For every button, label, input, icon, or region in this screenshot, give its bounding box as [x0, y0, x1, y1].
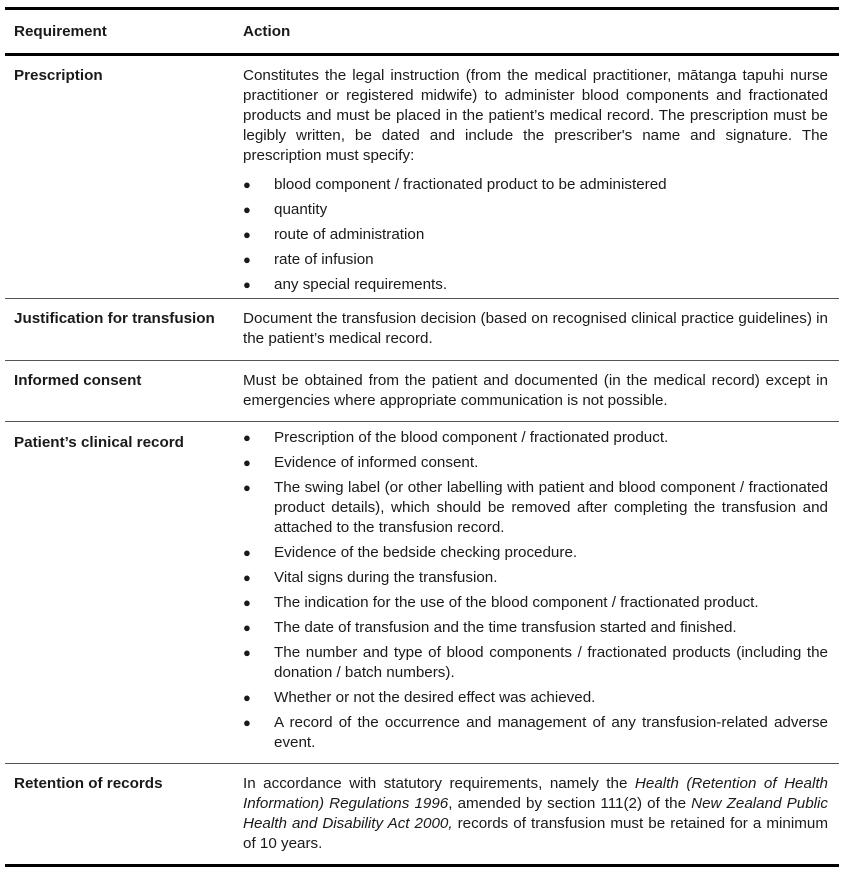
list-item: ● The indication for the use of the blood component / fractionated product.	[243, 594, 759, 611]
list-item: ● The number and type of blood components / fractionated products (including the donation / batch numbers).	[243, 644, 828, 681]
list-item: ● quantity	[243, 201, 328, 218]
requirement-cell: Retention of records	[14, 775, 163, 792]
bullet-icon: ●	[243, 227, 251, 242]
list-item: ● The date of transfusion and the time transfusion started and finished.	[243, 619, 737, 636]
list-item: ● rate of infusion	[243, 251, 374, 268]
action-cell	[234, 55, 839, 299]
bullet-list	[243, 428, 828, 753]
bullet-icon: ●	[243, 430, 251, 445]
bullet-icon: ●	[243, 570, 251, 585]
list-item: ● Evidence of the bedside checking procedure.	[243, 544, 578, 561]
action-text: In accordance with statutory requirements, namely the Health (Retention of Health Information) Regulations 1996, amended by section 111(2) of the New Zealand Public Health and Disability Act 2000, records of transfusion must be retained for a minimum of 10 years.	[243, 775, 828, 852]
table-header-row	[5, 9, 839, 55]
act-title: New Zealand Public Health and Disability Act 2000,	[243, 795, 828, 832]
requirement-cell: Informed consent	[14, 372, 142, 389]
header-requirement: Requirement	[14, 23, 107, 40]
bullet-icon: ●	[243, 690, 251, 705]
action-text: Constitutes the legal instruction (from the medical practitioner, mātanga tapuhi nurse practitioner or registered midwife) to administer blood components and fractionated products and must be placed in the patient’s medical record. The prescription must be legibly written, be dated and include the prescriber's name and signature. The prescription must specify:	[243, 67, 828, 164]
list-item: ● The swing label (or other labelling with patient and blood component / fractionated product details), which should be removed after completing the transfusion and attached to the transfusion record.	[243, 479, 828, 536]
list-item: ● route of administration	[243, 226, 425, 243]
table-row	[5, 361, 839, 422]
bullet-icon: ●	[243, 202, 251, 217]
table-row	[5, 422, 839, 764]
action-cell	[234, 422, 839, 764]
list-item: ● Vital signs during the transfusion.	[243, 569, 498, 586]
bullet-icon: ●	[243, 620, 251, 635]
list-item: ● blood component / fractionated product to be administered	[243, 176, 667, 193]
bullet-icon: ●	[243, 277, 251, 292]
action-cell	[234, 299, 839, 361]
list-item: ● Evidence of informed consent.	[243, 454, 479, 471]
header-action: Action	[243, 23, 291, 40]
list-item: ● Prescription of the blood component / fractionated product.	[243, 429, 669, 446]
bullet-icon: ●	[243, 545, 251, 560]
bullet-icon: ●	[243, 455, 251, 470]
action-cell	[234, 361, 839, 422]
action-text: Must be obtained from the patient and documented (in the medical record) except in emergencies where appropriate communication is not possible.	[243, 372, 828, 409]
bullet-icon: ●	[243, 177, 251, 192]
list-item: ● A record of the occurrence and management of any transfusion-related adverse event.	[243, 714, 828, 751]
bullet-icon: ●	[243, 715, 251, 730]
regulation-title: Health (Retention of Health Information) Regulations 1996	[243, 775, 828, 812]
bullet-icon: ●	[243, 595, 251, 610]
requirement-cell: Prescription	[14, 67, 103, 84]
requirements-table	[5, 7, 839, 867]
action-cell	[234, 764, 839, 866]
bullet-icon: ●	[243, 645, 251, 660]
requirement-cell: Patient’s clinical record	[14, 434, 184, 451]
bullet-icon: ●	[243, 252, 251, 267]
table-row	[5, 299, 839, 361]
list-item: ● Whether or not the desired effect was achieved.	[243, 689, 596, 706]
bullet-list	[243, 175, 828, 295]
list-item: ● any special requirements.	[243, 276, 448, 293]
bullet-icon: ●	[243, 480, 251, 495]
table-row	[5, 764, 839, 866]
action-text: Document the transfusion decision (based on recognised clinical practice guidelines) in the patient’s medical record.	[243, 310, 828, 347]
requirement-cell: Justification for transfusion	[14, 310, 215, 327]
table-row	[5, 55, 839, 299]
